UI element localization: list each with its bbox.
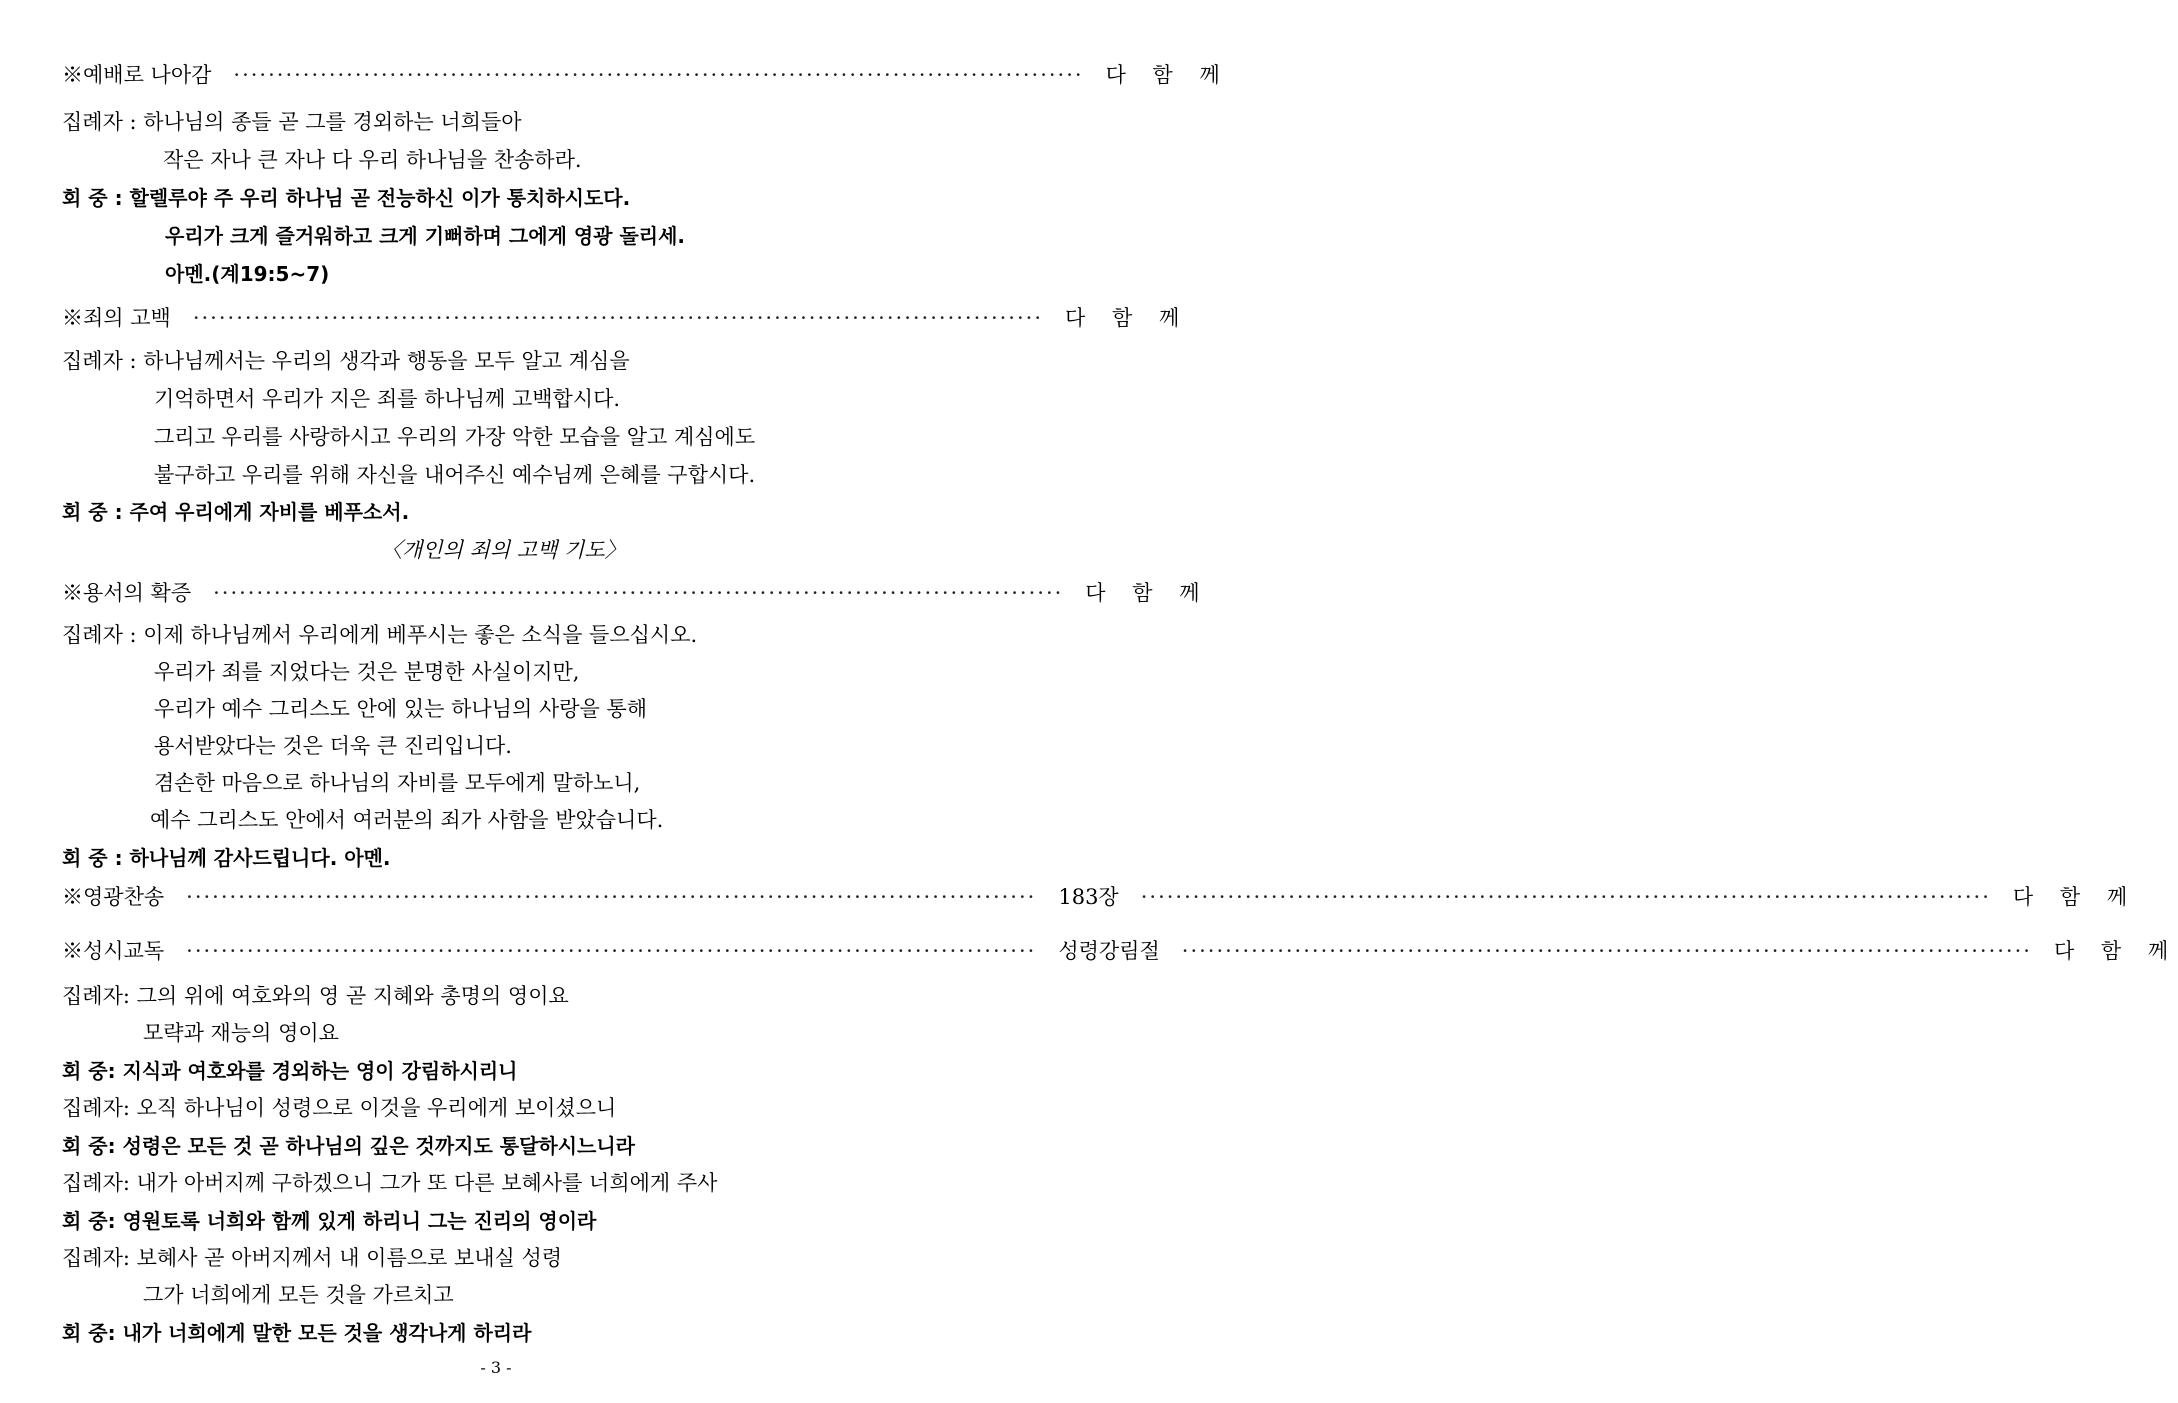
liturgy-line: 기억하면서 우리가 지은 죄를 하나님께 고백합시다. xyxy=(154,387,621,411)
leader-dots: ·································································································· xyxy=(192,306,1044,330)
congregation-line: 회 중: 지식과 여호와를 경외하는 영이 강림하시리니 xyxy=(62,1059,518,1083)
section-header-gloria xyxy=(62,882,2138,912)
section-header-confession xyxy=(62,303,1190,333)
section-header-worship xyxy=(62,60,1230,90)
reading-title: 성령강림절 xyxy=(1058,939,1160,963)
leader-dots: ·································································································· xyxy=(1140,885,1991,909)
section-performer: 다 함 께 xyxy=(2012,885,2138,909)
liturgy-line: 그가 너희에게 모든 것을 가르치고 xyxy=(143,1283,454,1307)
congregation-line: 회 중: 내가 너희에게 말한 모든 것을 생각나게 하리라 xyxy=(62,1321,532,1345)
leader-dots: ·································································································· xyxy=(186,939,1037,963)
section-title: ※영광찬송 xyxy=(62,885,165,909)
liturgy-line: 집례자: 보혜사 곧 아버지께서 내 이름으로 보내실 성령 xyxy=(62,1246,563,1270)
private-prayer-note: 〈개인의 죄의 고백 기도〉 xyxy=(381,538,626,562)
leader-dots: ·································································································· xyxy=(213,581,1064,605)
section-header-responsive-reading xyxy=(62,936,2178,966)
liturgy-line: 모략과 재능의 영이요 xyxy=(143,1021,339,1045)
liturgy-line: 집례자: 오직 하나님이 성령으로 이것을 우리에게 보이셨으니 xyxy=(62,1096,617,1120)
section-performer: 다 함 께 xyxy=(1085,581,1210,605)
section-title: ※성시교독 xyxy=(62,939,165,963)
congregation-line: 회 중: 영원토록 너희와 함께 있게 하리니 그는 진리의 영이라 xyxy=(62,1209,597,1233)
leader-dots: ·································································································· xyxy=(1181,939,2032,963)
liturgy-line: 집례자 : 이제 하나님께서 우리에게 베푸시는 좋은 소식을 들으십시오. xyxy=(62,623,698,647)
section-performer: 다 함 께 xyxy=(1105,63,1230,87)
congregation-line: 회 중 : 주여 우리에게 자비를 베푸소서. xyxy=(62,500,410,524)
congregation-line: 회 중 : 하나님께 감사드립니다. 아멘. xyxy=(62,846,391,870)
liturgy-line: 그리고 우리를 사랑하시고 우리의 가장 악한 모습을 알고 계심에도 xyxy=(154,425,756,449)
congregation-line: 아멘.(계19:5~7) xyxy=(165,262,330,286)
liturgy-line: 집례자: 그의 위에 여호와의 영 곧 지혜와 총명의 영이요 xyxy=(62,984,569,1008)
liturgy-line: 용서받았다는 것은 더욱 큰 진리입니다. xyxy=(154,734,512,758)
congregation-line: 회 중 : 할렐루야 주 우리 하나님 곧 전능하신 이가 통치하시도다. xyxy=(62,186,631,210)
liturgy-line: 겸손한 마음으로 하나님의 자비를 모두에게 말하노니, xyxy=(154,771,641,795)
congregation-line: 우리가 크게 즐거워하고 크게 기뻐하며 그에게 영광 돌리세. xyxy=(165,224,686,248)
liturgy-line: 작은 자나 큰 자나 다 우리 하나님을 찬송하라. xyxy=(163,148,582,172)
hymn-number: 183장 xyxy=(1058,885,1119,909)
liturgy-line: 불구하고 우리를 위해 자신을 내어주신 예수님께 은혜를 구합시다. xyxy=(154,463,756,487)
leader-dots: ·································································································· xyxy=(233,63,1084,87)
congregation-line: 회 중: 성령은 모든 것 곧 하나님의 깊은 것까지도 통달하시느니라 xyxy=(62,1134,635,1158)
leader-dots: ·································································································· xyxy=(186,885,1037,909)
liturgy-line: 집례자: 내가 아버지께 구하겠으니 그가 또 다른 보혜사를 너희에게 주사 xyxy=(62,1171,718,1195)
liturgy-line: 우리가 예수 그리스도 안에 있는 하나님의 사랑을 통해 xyxy=(154,697,648,721)
section-title: ※용서의 확증 xyxy=(62,581,192,605)
section-header-assurance xyxy=(62,578,1210,608)
liturgy-line: 우리가 죄를 지었다는 것은 분명한 사실이지만, xyxy=(154,660,580,684)
section-title: ※죄의 고백 xyxy=(62,306,171,330)
section-performer: 다 함 께 xyxy=(1065,306,1190,330)
liturgy-line: 집례자 : 하나님께서는 우리의 생각과 행동을 모두 알고 계심을 xyxy=(62,349,630,373)
liturgy-line: 예수 그리스도 안에서 여러분의 죄가 사함을 받았습니다. xyxy=(150,808,664,832)
page-number: - 3 - xyxy=(480,1358,512,1377)
section-title: ※예배로 나아감 xyxy=(62,63,212,87)
liturgy-line: 집례자 : 하나님의 종들 곧 그를 경외하는 너희들아 xyxy=(62,110,522,134)
section-performer: 다 함 께 xyxy=(2053,939,2178,963)
